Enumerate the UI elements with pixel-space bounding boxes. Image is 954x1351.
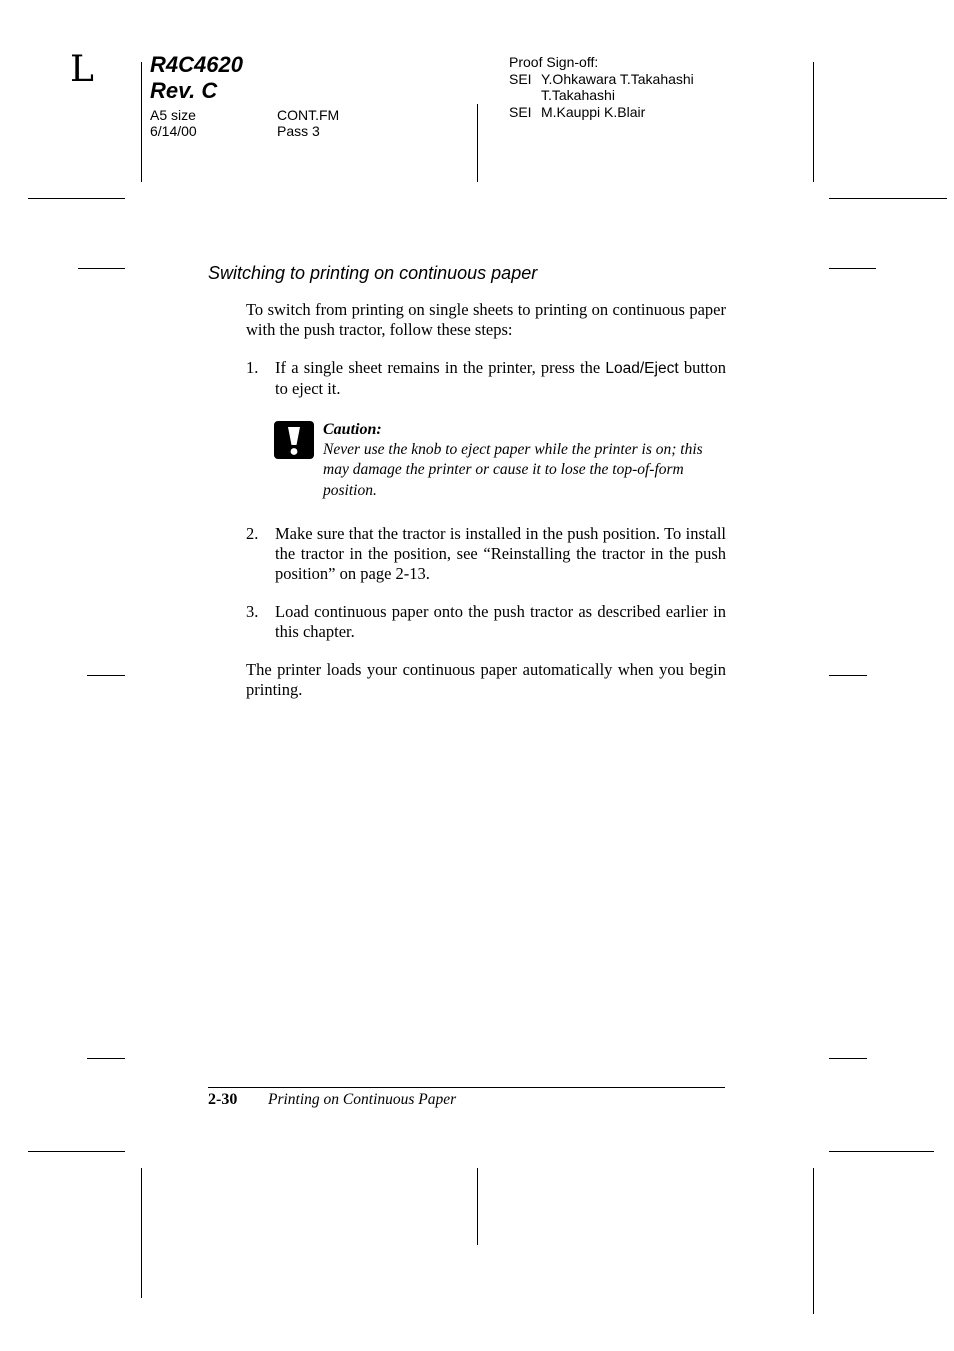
crop-mark	[813, 62, 814, 182]
crop-mark	[813, 1168, 814, 1314]
crop-mark	[829, 268, 876, 269]
crop-mark	[28, 198, 125, 199]
caution-exclamation-icon	[274, 421, 314, 459]
caution-text: Never use the knob to eject paper while the printer is on; this may damage the printer or cause it to lose the top-of-form position.	[323, 441, 703, 499]
revision-label: Rev. C	[150, 78, 218, 103]
crop-mark	[829, 1058, 867, 1059]
load-eject-button-label: Load/Eject	[605, 360, 679, 377]
print-date: 6/14/00	[150, 123, 197, 139]
step-text: Load continuous paper onto the push tractor as described earlier in this chapter.	[275, 602, 726, 641]
crop-mark	[829, 675, 867, 676]
step-text: Make sure that the tractor is installed in the push position. To install the tractor in the position, see “Reinstalling the tractor in the push position” on page 2-13.	[275, 524, 726, 583]
crop-mark	[829, 198, 947, 199]
page-size: A5 size	[150, 107, 196, 123]
closing-paragraph: The printer loads your continuous paper automatically when you begin printing.	[246, 660, 726, 699]
proof-signoff-label: Proof Sign-off:	[509, 54, 599, 70]
model-number: R4C4620	[150, 52, 243, 77]
model-title	[150, 52, 243, 104]
footer-rule	[208, 1087, 725, 1088]
step-number: 1.	[246, 358, 259, 377]
crop-mark	[141, 62, 142, 182]
step-item	[246, 602, 726, 642]
step-item	[246, 358, 726, 399]
margin-letter: L	[70, 49, 94, 90]
crop-mark	[141, 1168, 142, 1298]
step-number: 3.	[246, 602, 259, 621]
page-number: 2-30	[208, 1091, 238, 1108]
crop-mark	[28, 1151, 125, 1152]
crop-mark	[829, 1151, 934, 1152]
proof-names: M.Kauppi K.Blair	[541, 104, 646, 120]
proof-tag: SEI	[509, 104, 532, 120]
proof-tag: SEI	[509, 71, 532, 87]
proof-names: T.Takahashi	[541, 87, 615, 103]
section-heading: Switching to printing on continuous paper	[208, 263, 538, 283]
chapter-title: Printing on Continuous Paper	[268, 1091, 457, 1108]
pass-label: Pass 3	[277, 123, 320, 139]
crop-mark	[477, 104, 478, 182]
crop-mark	[87, 675, 125, 676]
intro-paragraph: To switch from printing on single sheets to printing on continuous paper with the push tractor, follow these steps:	[246, 300, 726, 339]
step-text: If a single sheet remains in the printer, press the Load/Eject button to eject it.	[275, 358, 726, 398]
proof-names: Y.Ohkawara T.Takahashi	[541, 71, 694, 87]
step-number: 2.	[246, 524, 259, 543]
caution-title: Caution:	[323, 421, 382, 438]
step-item	[246, 524, 726, 584]
crop-mark	[477, 1168, 478, 1245]
crop-mark	[87, 1058, 125, 1059]
crop-mark	[78, 268, 125, 269]
file-name: CONT.FM	[277, 107, 340, 123]
